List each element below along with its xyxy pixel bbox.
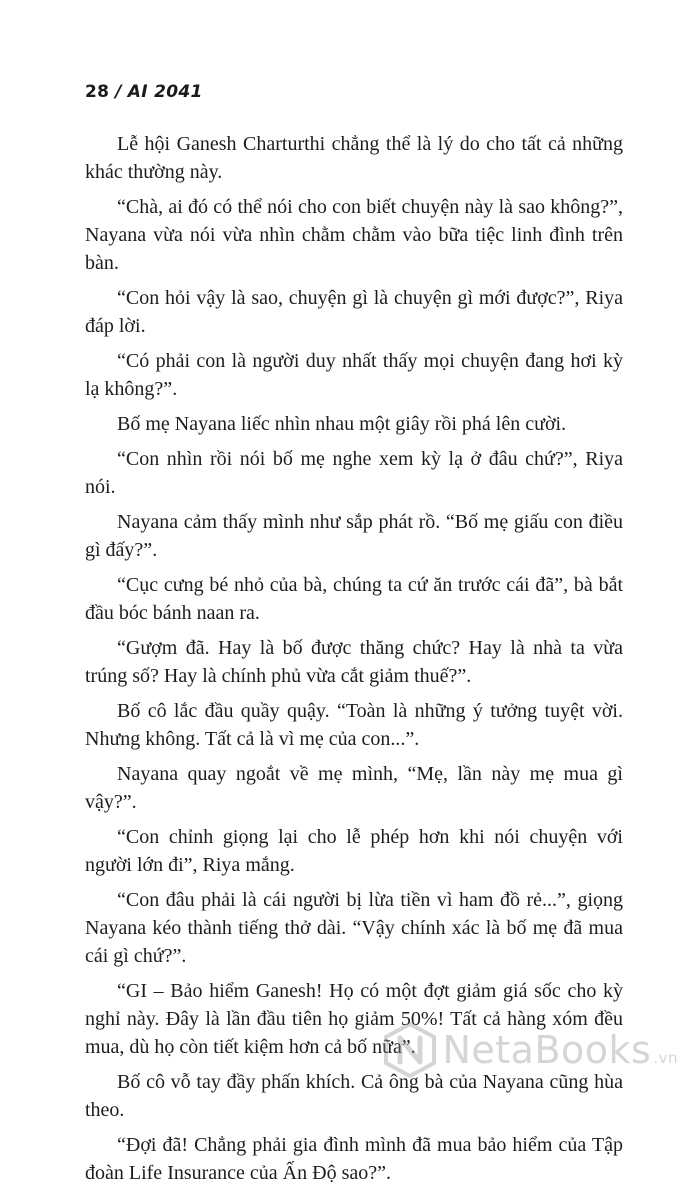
running-header bbox=[85, 82, 203, 102]
paragraph: “Gượm đã. Hay là bố được thăng chức? Hay là nhà ta vừa trúng số? Hay là chính phủ vừa cắt giảm thuế?”. bbox=[85, 637, 623, 687]
paragraph: Bố cô lắc đầu quầy quậy. “Toàn là những ý tưởng tuyệt vời. Nhưng không. Tất cả là vì mẹ của con...”. bbox=[85, 700, 623, 750]
watermark-text bbox=[442, 1028, 678, 1072]
paragraph: “Cục cưng bé nhỏ của bà, chúng ta cứ ăn trước cái đã”, bà bắt đầu bóc bánh naan ra. bbox=[85, 574, 623, 624]
paragraph: “Con chỉnh giọng lại cho lễ phép hơn khi nói chuyện với người lớn đi”, Riya mắng. bbox=[85, 826, 623, 876]
page-number: 28 bbox=[85, 82, 110, 102]
paragraph: “Có phải con là người duy nhất thấy mọi chuyện đang hơi kỳ lạ không?”. bbox=[85, 350, 623, 400]
paragraph: Lễ hội Ganesh Charturthi chẳng thể là lý do cho tất cả những khác thường này. bbox=[85, 133, 623, 183]
book-title: AI 2041 bbox=[127, 82, 203, 102]
paragraph: “Con nhìn rồi nói bố mẹ nghe xem kỳ lạ ở đâu chứ?”, Riya nói. bbox=[85, 448, 623, 498]
paragraph: “GI – Bảo hiểm Ganesh! Họ có một đợt giảm giá sốc cho kỳ nghỉ này. Đây là lần đầu tiên họ giảm 50%! Tất cả hàng xóm đều mua, dù họ còn tiết kiệm hơn cả bố nữa”. bbox=[85, 980, 623, 1058]
paragraph: Nayana cảm thấy mình như sắp phát rồ. “Bố mẹ giấu con điều gì đấy?”. bbox=[85, 511, 623, 561]
paragraph: “Đợi đã! Chẳng phải gia đình mình đã mua bảo hiểm của Tập đoàn Life Insurance của Ấn Độ sao?”. bbox=[85, 1134, 623, 1184]
paragraph: Bố mẹ Nayana liếc nhìn nhau một giây rồi phá lên cười. bbox=[117, 413, 567, 435]
paragraph: Nayana quay ngoắt về mẹ mình, “Mẹ, lần này mẹ mua gì vậy?”. bbox=[85, 763, 623, 813]
paragraph: “Chà, ai đó có thể nói cho con biết chuyện này là sao không?”, Nayana vừa nói vừa nhìn chằm chằm vào bữa tiệc linh đình trên bàn. bbox=[85, 196, 623, 274]
paragraph: Bố cô vỗ tay đầy phấn khích. Cả ông bà của Nayana cũng hùa theo. bbox=[85, 1071, 623, 1121]
netabooks-n-logo-icon bbox=[384, 1022, 436, 1078]
netabooks-watermark bbox=[384, 1020, 678, 1080]
watermark-suffix: .vn bbox=[653, 1049, 678, 1067]
header-separator: / bbox=[115, 82, 122, 102]
paragraph: “Con đâu phải là cái người bị lừa tiền vì ham đồ rẻ...”, giọng Nayana kéo thành tiếng thở dài. “Vậy chính xác là bố mẹ đã mua cái gì chứ?”. bbox=[85, 889, 623, 967]
watermark-brand: NetaBooks bbox=[442, 1028, 652, 1072]
paragraph: “Con hỏi vậy là sao, chuyện gì là chuyện gì mới được?”, Riya đáp lời. bbox=[85, 287, 623, 337]
